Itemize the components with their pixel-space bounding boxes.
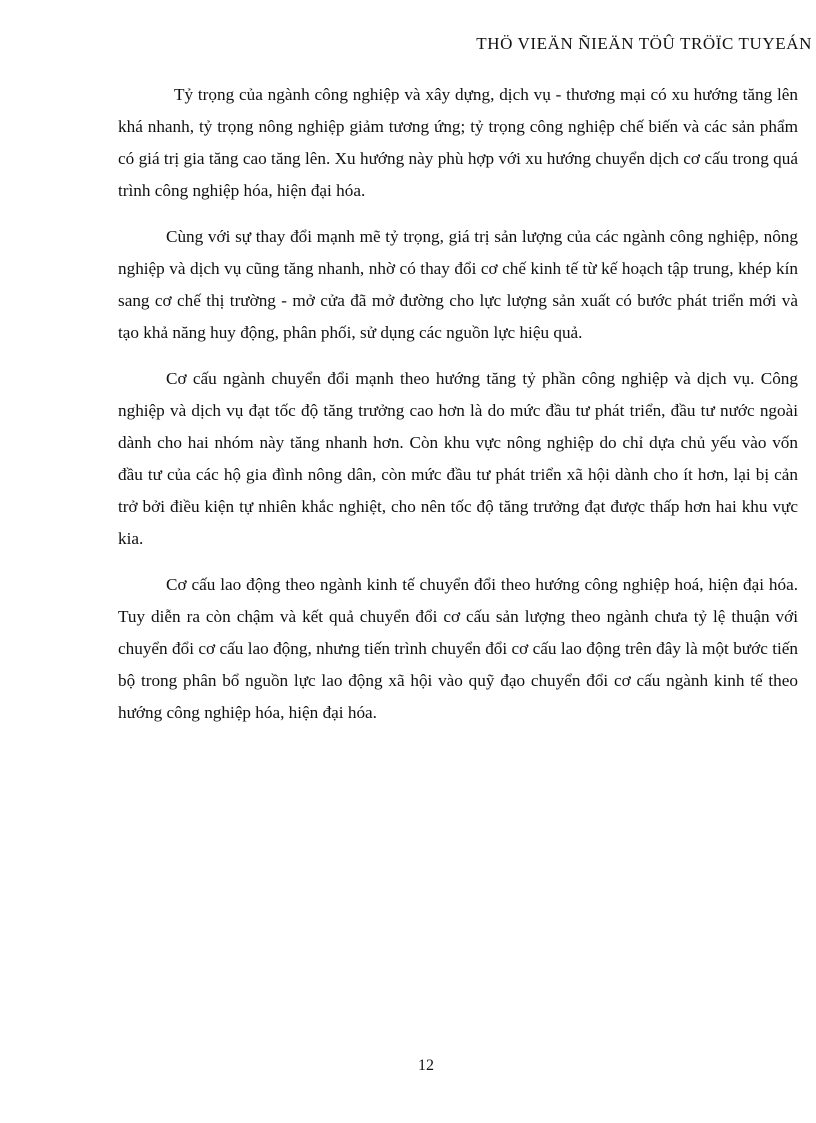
document-body — [118, 79, 798, 743]
paragraph-labor-structure: Cơ cấu lao động theo ngành kinh tế chuyển đổi theo hướng công nghiệp hoá, hiện đại hóa. Tuy diễn ra còn chậm và kết quả chuyển đổi cơ cấu sản lượng theo ngành chưa tỷ lệ thuận với chuyển đổi cơ cấu lao động, nhưng tiến trình chuyển đổi cơ cấu lao động trên đây là một bước tiến bộ trong phân bổ nguồn lực lao động xã hội vào quỹ đạo chuyển đổi cơ cấu ngành kinh tế theo hướng công nghiệp hóa, hiện đại hóa. — [118, 575, 798, 722]
paragraph-output-growth: Cùng với sự thay đổi mạnh mẽ tỷ trọng, giá trị sản lượng của các ngành công nghiệp, nông nghiệp và dịch vụ cũng tăng nhanh, nhờ có thay đổi cơ chế kinh tế từ kế hoạch tập trung, khép kín sang cơ chế thị trường - mở cửa đã mở đường cho lực lượng sản xuất có bước phát triển mới và tạo khả năng huy động, phân phối, sử dụng các nguồn lực hiệu quả. — [118, 227, 798, 342]
page-header-title: THÖ VIEÄN ÑIEÄN TÖÛ TRÖÏC TUYEÁN — [476, 34, 812, 53]
paragraph-sector-structure: Cơ cấu ngành chuyển đổi mạnh theo hướng tăng tỷ phần công nghiệp và dịch vụ. Công nghiệp và dịch vụ đạt tốc độ tăng trưởng cao hơn là do mức đầu tư phát triển, đầu tư nước ngoài dành cho hai nhóm này tăng nhanh hơn. Còn khu vực nông nghiệp do chỉ dựa chủ yếu vào vốn đầu tư của các hộ gia đình nông dân, còn mức đầu tư phát triển xã hội dành cho ít hơn, lại bị cản trở bởi điều kiện tự nhiên khắc nghiệt, cho nên tốc độ tăng trưởng đạt được thấp hơn hai khu vực kia. — [118, 369, 798, 548]
page-number: 12 — [418, 1057, 434, 1074]
paragraph-industry-share: Tỷ trọng của ngành công nghiệp và xây dựng, dịch vụ - thương mại có xu hướng tăng lên khá nhanh, tỷ trọng nông nghiệp giảm tương ứng; tỷ trọng công nghiệp chế biến và các sản phẩm có giá trị gia tăng cao tăng lên. Xu hướng này phù hợp với xu hướng chuyển dịch cơ cấu trong quá trình công nghiệp hóa, hiện đại hóa. — [118, 85, 798, 200]
